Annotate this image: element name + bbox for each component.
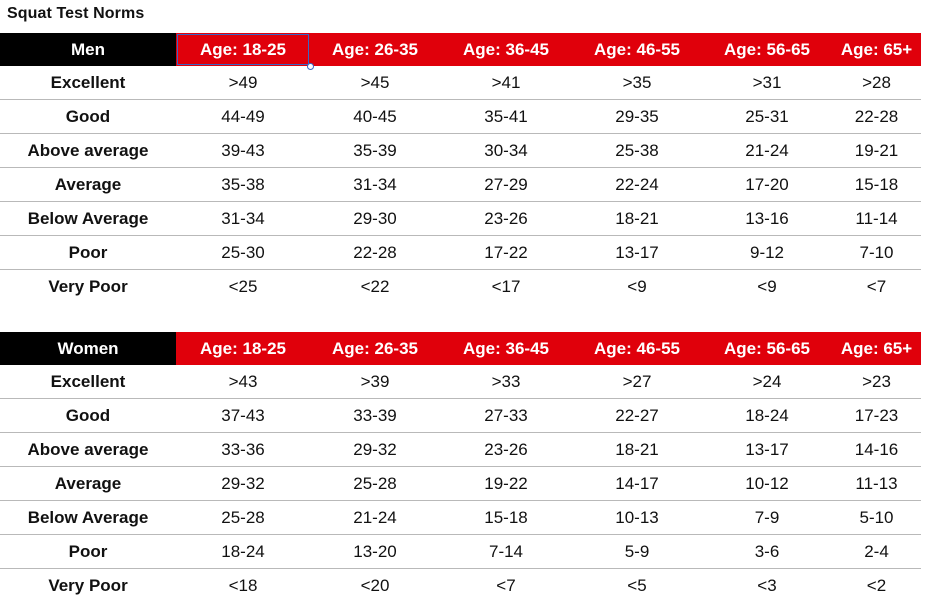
- table-cell[interactable]: 10-12: [702, 467, 832, 501]
- men-header-age-56-65[interactable]: Age: 56-65: [702, 33, 832, 66]
- table-cell[interactable]: <22: [360, 276, 390, 296]
- table-row: [0, 134, 921, 168]
- table-cell[interactable]: <3: [757, 575, 777, 595]
- table-cell[interactable]: >27: [572, 365, 702, 399]
- table-cell[interactable]: 35-41: [440, 100, 572, 134]
- table-cell[interactable]: 18-21: [572, 202, 702, 236]
- selection-resize-handle[interactable]: [307, 63, 314, 70]
- table-cell[interactable]: <9: [757, 276, 777, 296]
- table-row: [0, 66, 921, 100]
- women-header-age-65-plus[interactable]: Age: 65+: [832, 332, 921, 365]
- table-cell[interactable]: 22-24: [572, 168, 702, 202]
- table-cell[interactable]: 15-18: [440, 501, 572, 535]
- table-cell[interactable]: 18-24: [176, 535, 310, 569]
- row-label[interactable]: Excellent: [0, 66, 176, 100]
- table-row: [0, 236, 921, 270]
- table-cell[interactable]: 29-32: [176, 467, 310, 501]
- table-cell[interactable]: <18: [228, 575, 258, 595]
- table-cell[interactable]: 5-9: [572, 535, 702, 569]
- table-cell[interactable]: 21-24: [702, 134, 832, 168]
- table-cell[interactable]: 35-38: [176, 168, 310, 202]
- row-label[interactable]: Excellent: [0, 365, 176, 399]
- table-cell[interactable]: 11-14: [832, 202, 921, 236]
- table-row: [0, 467, 921, 501]
- table-cell[interactable]: >24: [702, 365, 832, 399]
- row-label[interactable]: Poor: [0, 236, 176, 270]
- table-cell[interactable]: 27-29: [440, 168, 572, 202]
- table-cell[interactable]: 39-43: [176, 134, 310, 168]
- men-norms-table: [0, 33, 921, 303]
- women-header-row: [0, 332, 921, 365]
- women-header-age-46-55[interactable]: Age: 46-55: [572, 332, 702, 365]
- table-cell[interactable]: >23: [832, 365, 921, 399]
- table-cell[interactable]: 25-38: [572, 134, 702, 168]
- table-cell[interactable]: <2: [866, 575, 887, 595]
- table-cell[interactable]: 27-33: [440, 399, 572, 433]
- table-cell[interactable]: 25-28: [176, 501, 310, 535]
- table-cell[interactable]: 11-13: [832, 467, 921, 501]
- table-row: [0, 399, 921, 433]
- men-table-body: [0, 66, 921, 303]
- table-cell[interactable]: 13-20: [310, 535, 440, 569]
- women-table-body: [0, 365, 921, 602]
- table-cell[interactable]: 2-4: [832, 535, 921, 569]
- row-label[interactable]: Below Average: [0, 501, 176, 535]
- table-cell[interactable]: >39: [310, 365, 440, 399]
- table-cell[interactable]: 44-49: [176, 100, 310, 134]
- table-cell[interactable]: 7-10: [832, 236, 921, 270]
- table-cell[interactable]: 17-20: [702, 168, 832, 202]
- table-cell[interactable]: <20: [360, 575, 390, 595]
- table-cell[interactable]: 5-10: [832, 501, 921, 535]
- men-header-age-26-35[interactable]: Age: 26-35: [310, 33, 440, 66]
- table-row: [0, 100, 921, 134]
- table-cell[interactable]: 19-22: [440, 467, 572, 501]
- table-cell[interactable]: 22-28: [832, 100, 921, 134]
- page-title: Squat Test Norms: [7, 5, 145, 22]
- table-cell[interactable]: 22-27: [572, 399, 702, 433]
- table-cell[interactable]: 25-28: [310, 467, 440, 501]
- table-cell[interactable]: 18-24: [702, 399, 832, 433]
- table-cell[interactable]: 17-23: [832, 399, 921, 433]
- row-label[interactable]: Good: [0, 399, 176, 433]
- table-cell[interactable]: 29-30: [310, 202, 440, 236]
- table-cell[interactable]: >31: [702, 66, 832, 100]
- table-cell[interactable]: >45: [310, 66, 440, 100]
- table-cell[interactable]: 18-21: [572, 433, 702, 467]
- table-cell[interactable]: 25-31: [702, 100, 832, 134]
- table-cell[interactable]: >33: [440, 365, 572, 399]
- table-cell[interactable]: >49: [176, 66, 310, 100]
- row-label[interactable]: Poor: [0, 535, 176, 569]
- table-cell[interactable]: 23-26: [440, 433, 572, 467]
- table-cell[interactable]: 29-32: [310, 433, 440, 467]
- table-cell[interactable]: 3-6: [702, 535, 832, 569]
- table-cell[interactable]: 17-22: [440, 236, 572, 270]
- table-cell[interactable]: >41: [440, 66, 572, 100]
- men-header-age-36-45[interactable]: Age: 36-45: [440, 33, 572, 66]
- women-header-age-18-25[interactable]: Age: 18-25: [176, 332, 310, 365]
- table-cell[interactable]: 13-17: [572, 236, 702, 270]
- table-cell[interactable]: 13-16: [702, 202, 832, 236]
- table-cell[interactable]: <25: [228, 276, 258, 296]
- table-cell[interactable]: 33-39: [310, 399, 440, 433]
- row-label[interactable]: Above average: [0, 134, 176, 168]
- table-cell[interactable]: 9-12: [702, 236, 832, 270]
- table-cell[interactable]: 19-21: [832, 134, 921, 168]
- table-cell[interactable]: 15-18: [832, 168, 921, 202]
- men-header-age-46-55[interactable]: Age: 46-55: [572, 33, 702, 66]
- table-cell[interactable]: 25-30: [176, 236, 310, 270]
- table-cell[interactable]: 40-45: [310, 100, 440, 134]
- table-row: [0, 168, 921, 202]
- table-cell[interactable]: 21-24: [310, 501, 440, 535]
- table-cell[interactable]: >43: [176, 365, 310, 399]
- table-cell[interactable]: <5: [627, 575, 647, 595]
- table-cell[interactable]: 29-35: [572, 100, 702, 134]
- row-label[interactable]: Very Poor: [48, 276, 128, 296]
- table-cell[interactable]: 31-34: [176, 202, 310, 236]
- table-cell[interactable]: 14-17: [572, 467, 702, 501]
- table-cell[interactable]: 7-14: [440, 535, 572, 569]
- table-cell[interactable]: 31-34: [310, 168, 440, 202]
- table-row: [0, 535, 921, 569]
- men-header-age-18-25[interactable]: Age: 18-25: [176, 33, 310, 66]
- table-cell[interactable]: 33-36: [176, 433, 310, 467]
- table-cell[interactable]: 14-16: [832, 433, 921, 467]
- table-cell[interactable]: 22-28: [310, 236, 440, 270]
- table-cell[interactable]: 23-26: [440, 202, 572, 236]
- row-label[interactable]: Above average: [0, 433, 176, 467]
- table-cell[interactable]: <7: [496, 575, 516, 595]
- table-cell[interactable]: 37-43: [176, 399, 310, 433]
- women-corner-cell[interactable]: Women: [0, 332, 176, 365]
- table-cell[interactable]: 30-34: [440, 134, 572, 168]
- table-cell[interactable]: <7: [866, 276, 887, 296]
- table-row: [0, 569, 921, 603]
- row-label[interactable]: Average: [0, 168, 176, 202]
- women-norms-table: [0, 332, 921, 602]
- table-cell[interactable]: 7-9: [702, 501, 832, 535]
- table-cell[interactable]: <9: [627, 276, 647, 296]
- table-row: [0, 270, 921, 304]
- table-cell[interactable]: <17: [491, 276, 521, 296]
- table-row: [0, 433, 921, 467]
- table-cell[interactable]: 13-17: [702, 433, 832, 467]
- row-label[interactable]: Good: [0, 100, 176, 134]
- men-header-age-65-plus[interactable]: Age: 65+: [832, 33, 921, 66]
- table-cell[interactable]: >35: [572, 66, 702, 100]
- row-label[interactable]: Very Poor: [48, 575, 128, 595]
- table-cell[interactable]: 35-39: [310, 134, 440, 168]
- women-header-age-26-35[interactable]: Age: 26-35: [310, 332, 440, 365]
- table-row: [0, 202, 921, 236]
- table-row: [0, 365, 921, 399]
- table-cell[interactable]: 10-13: [572, 501, 702, 535]
- men-corner-cell[interactable]: Men: [0, 33, 176, 66]
- table-cell[interactable]: >28: [832, 66, 921, 100]
- men-header-row: [0, 33, 921, 66]
- table-row: [0, 501, 921, 535]
- women-header-age-56-65[interactable]: Age: 56-65: [702, 332, 832, 365]
- women-header-age-36-45[interactable]: Age: 36-45: [440, 332, 572, 365]
- row-label[interactable]: Below Average: [0, 202, 176, 236]
- row-label[interactable]: Average: [0, 467, 176, 501]
